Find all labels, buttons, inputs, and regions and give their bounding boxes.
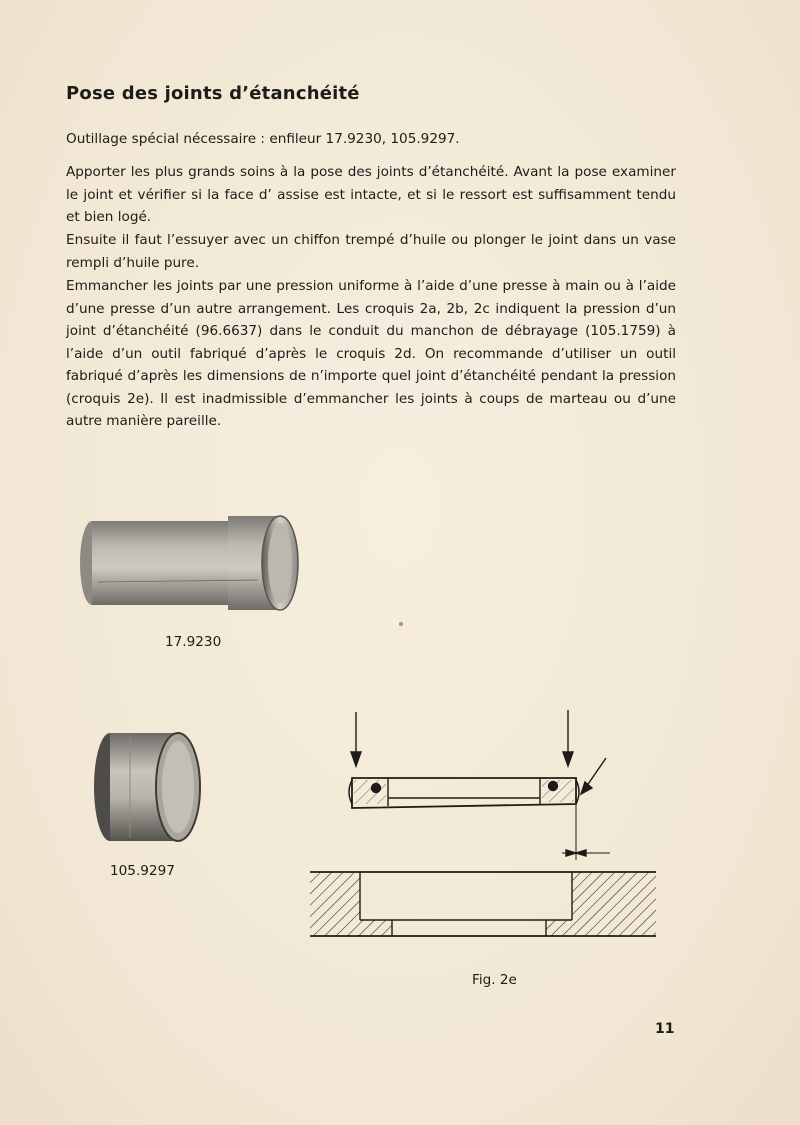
tool-label-105-9297: 105.9297 bbox=[110, 863, 175, 879]
ink-speck bbox=[399, 622, 403, 626]
tool-label-17-9230: 17.9230 bbox=[165, 634, 222, 650]
figure-caption: Fig. 2e bbox=[472, 972, 517, 988]
ring-tool-105-9297-photo bbox=[92, 728, 204, 846]
paragraph-tools: Outillage spécial nécessaire : enfileur 17.9230, 105.9297. bbox=[66, 131, 460, 147]
paragraph-oil: Ensuite il faut l’essuyer avec un chiffon trempé d’huile ou plonger le joint dans un vase rempli d’huile pure. bbox=[66, 232, 676, 271]
paragraph-care: Apporter les plus grands soins à la pose des joints d’étanchéité. Avant la pose examiner le joint et vérifier si la face d’ assise est intacte, et si le ressort est suffisamment tendu et bien logé. bbox=[66, 164, 676, 225]
section-heading: Pose des joints d’étanchéité bbox=[66, 83, 360, 104]
paragraph-press: Emmancher les joints par une pression uniforme à l’aide d’une presse à main ou à l’aide d’une presse d’un autre arrangement. Les croquis 2a, 2b, 2c indiquent la pression d’un joint d’étanchéité (96.6637) dans le conduit du manchon de débrayage (105.1759) à l’aide d’un outil fabriqué d’après le croquis 2d. On recommande d’utiliser un outil fabriqué d’après les dimensions de n’importe quel joint d’étanchéité pendant la pression (croquis 2e). Il est inadmissible d’emmancher les joints à coups de marteau ou d’une autre manière pareille. bbox=[66, 278, 676, 429]
sleeve-tool-17-9230-photo bbox=[78, 512, 304, 614]
seal-press-diagram bbox=[300, 700, 670, 945]
page-number: 11 bbox=[655, 1021, 675, 1037]
